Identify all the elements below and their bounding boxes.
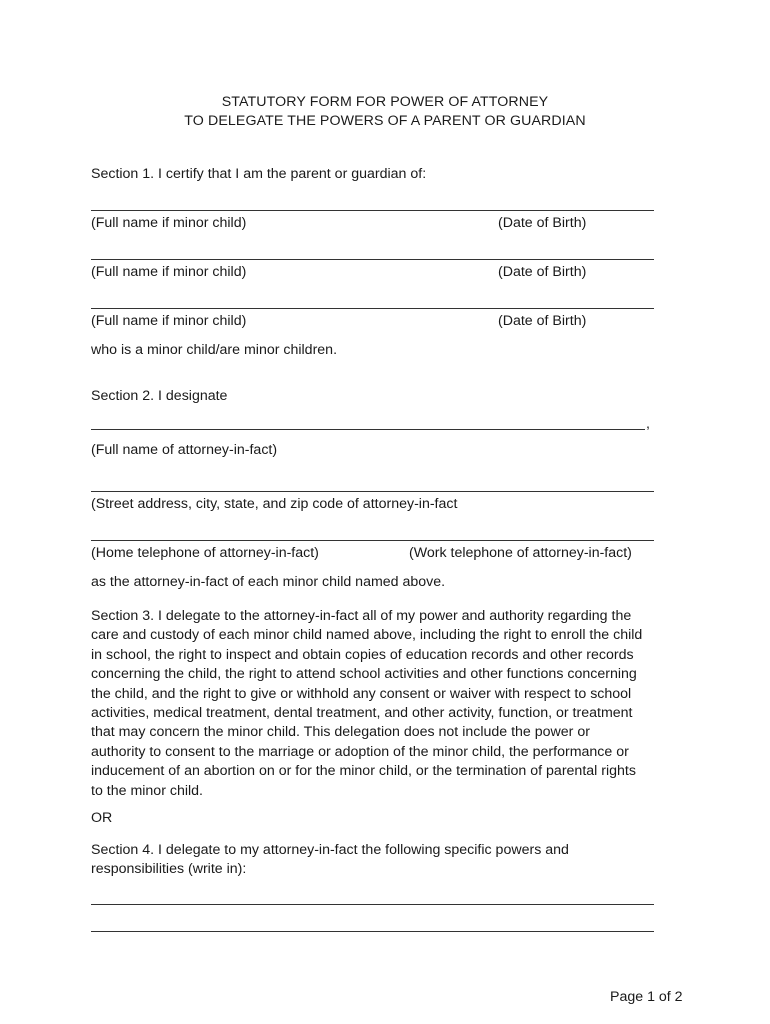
section3-paragraph: [91, 607, 691, 801]
section4-line: responsibilities (write in):: [91, 861, 247, 878]
specific-powers-line-1[interactable]: [91, 904, 654, 905]
section3-line: inducement of an abortion on or for the minor child, or the termination of parental rights: [91, 763, 636, 780]
child-3-dob-label: (Date of Birth): [498, 313, 587, 329]
attorney-phone-line[interactable]: [91, 540, 654, 541]
section3-line: concerning the child, the right to attend school activities and other functions concerning: [91, 666, 637, 683]
specific-powers-line-2[interactable]: [91, 931, 654, 932]
page-number: Page 1 of 2: [610, 989, 683, 1005]
attorney-name-label: (Full name of attorney-in-fact): [91, 442, 278, 458]
child-1-dob-label: (Date of Birth): [498, 215, 587, 231]
section4-paragraph: [91, 841, 691, 880]
child-1-name-line[interactable]: [91, 210, 654, 211]
section1-closing: who is a minor child/are minor children.: [91, 342, 338, 358]
form-title-line-2: TO DELEGATE THE POWERS OF A PARENT OR GUARDIAN: [184, 113, 586, 129]
attorney-address-label: (Street address, city, state, and zip code of attorney-in-fact: [91, 496, 458, 512]
child-3-name-line[interactable]: [91, 308, 654, 309]
section3-line: care and custody of each minor child named above, including the right to enroll the child: [91, 627, 643, 644]
section4-line: Section 4. I delegate to my attorney-in-fact the following specific powers and: [91, 842, 569, 858]
section3-line: in school, the right to inspect and obtain copies of education records and other records: [91, 646, 634, 663]
child-1-name-label: (Full name if minor child): [91, 215, 247, 231]
attorney-address-line[interactable]: [91, 491, 654, 492]
child-2-name-line[interactable]: [91, 259, 654, 260]
or-separator: OR: [91, 810, 113, 826]
attorney-name-line[interactable]: [91, 429, 645, 430]
section2-closing: as the attorney-in-fact of each minor child named above.: [91, 574, 446, 590]
child-2-name-label: (Full name if minor child): [91, 264, 247, 280]
form-title-line-1: STATUTORY FORM FOR POWER OF ATTORNEY: [221, 94, 549, 110]
child-2-dob-label: (Date of Birth): [498, 264, 587, 280]
section3-line: activities, medical treatment, dental treatment, and other activity, function, or treatment: [91, 705, 633, 722]
section3-line: authority to consent to the marriage or adoption of the minor child, the performance or: [91, 743, 629, 760]
attorney-name-comma: ,: [646, 416, 650, 432]
section3-line: that may concern the minor child. This delegation does not include the power or: [91, 724, 590, 741]
home-phone-label: (Home telephone of attorney-in-fact): [91, 545, 319, 561]
section3-line: to the minor child.: [91, 782, 203, 799]
child-3-name-label: (Full name if minor child): [91, 313, 247, 329]
section2-intro: Section 2. I designate: [91, 388, 228, 404]
section3-line: Section 3. I delegate to the attorney-in-fact all of my power and authority regarding the: [91, 608, 632, 624]
section1-intro: Section 1. I certify that I am the parent or guardian of:: [91, 166, 427, 182]
work-phone-label: (Work telephone of attorney-in-fact): [409, 545, 632, 561]
section3-line: the child, and the right to give or withhold any consent or waiver with respect to school: [91, 685, 632, 702]
